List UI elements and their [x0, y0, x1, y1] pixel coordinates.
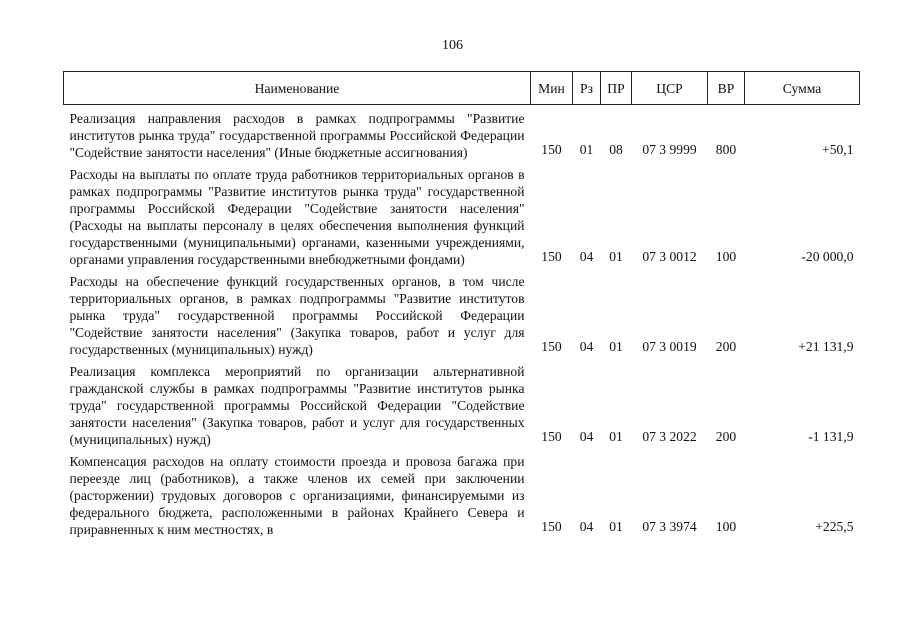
row-csr: 07 3 2022 [642, 429, 697, 444]
row-pr: 01 [609, 339, 623, 354]
header-pr: ПР [601, 72, 632, 105]
row-rz: 04 [579, 339, 594, 354]
header-vr: ВР [708, 72, 745, 105]
table-row [64, 268, 860, 358]
row-rz: 01 [579, 142, 594, 157]
row-vr: 200 [715, 429, 737, 444]
header-sum: Сумма [745, 72, 860, 105]
table-header-row [64, 72, 860, 105]
table-row [64, 105, 860, 162]
row-min: 150 [541, 429, 562, 444]
budget-table [63, 71, 860, 538]
header-rz: Рз [573, 72, 601, 105]
row-vr: 100 [715, 519, 737, 534]
row-sum: +21 131,9 [798, 339, 854, 354]
row-vr: 800 [715, 142, 737, 157]
row-sum: -20 000,0 [801, 249, 854, 264]
header-csr: ЦСР [632, 72, 708, 105]
row-sum: -1 131,9 [808, 429, 854, 444]
row-csr: 07 3 0012 [642, 249, 697, 264]
table-row [64, 161, 860, 268]
row-min: 150 [541, 142, 562, 157]
table-row [64, 448, 860, 538]
row-pr: 01 [609, 249, 623, 264]
row-name: Реализация направления расходов в рамках подпрограммы "Развитие институтов рынка труда" государственной программы Российской Федерации "Содействие занятости населения" (Иные бюджетные ассигнования) [69, 111, 525, 160]
row-name: Расходы на выплаты по оплате труда работников территориальных органов в рамках подпрограммы "Развитие институтов рынка труда" государственной программы Российской Федерации "Содействие занятости населения" (Расходы на выплаты персоналу в целях обеспечения выполнения функций государственными (муниципальными) органами, казенными учреждениями, органами управления государственными внебюджетными фондами) [69, 167, 525, 267]
row-sum: +225,5 [815, 519, 854, 534]
row-csr: 07 3 9999 [642, 142, 697, 157]
row-sum: +50,1 [822, 142, 854, 157]
row-vr: 200 [715, 339, 737, 354]
page-number: 106 [442, 38, 463, 53]
row-name: Реализация комплекса мероприятий по организации альтернативной гражданской службы в рамках подпрограммы "Развитие институтов рынка труда" государственной программы Российской Федерации "Содействие занятости населения" (Закупка товаров, работ и услуг для государственных (муниципальных) нужд) [69, 364, 525, 447]
row-name: Компенсация расходов на оплату стоимости проезда и провоза багажа при переезде лиц (работников), а также членов их семей при заключении (расторжении) трудовых договоров с организациями, финансируемыми из федерального бюджета, расположенными в районах Крайнего Севера и приравненных к ним местностях, в [69, 454, 525, 537]
row-pr: 01 [609, 429, 623, 444]
row-vr: 100 [715, 249, 737, 264]
row-rz: 04 [579, 519, 594, 534]
header-min: Мин [531, 72, 573, 105]
row-min: 150 [541, 519, 562, 534]
row-rz: 04 [579, 249, 594, 264]
row-name: Расходы на обеспечение функций государственных органов, в том числе территориальных органов, в рамках подпрограммы "Развитие институтов рынка труда" государственной программы Российской Федерации "Содействие занятости населения" (Закупка товаров, работ и услуг для государственных (муниципальных) нужд) [69, 274, 525, 357]
row-rz: 04 [579, 429, 594, 444]
row-csr: 07 3 3974 [642, 519, 697, 534]
row-min: 150 [541, 339, 562, 354]
table-row [64, 358, 860, 448]
row-pr: 01 [609, 519, 623, 534]
row-min: 150 [541, 249, 562, 264]
row-csr: 07 3 0019 [642, 339, 697, 354]
row-pr: 08 [609, 142, 623, 157]
header-name: Наименование [64, 72, 531, 105]
